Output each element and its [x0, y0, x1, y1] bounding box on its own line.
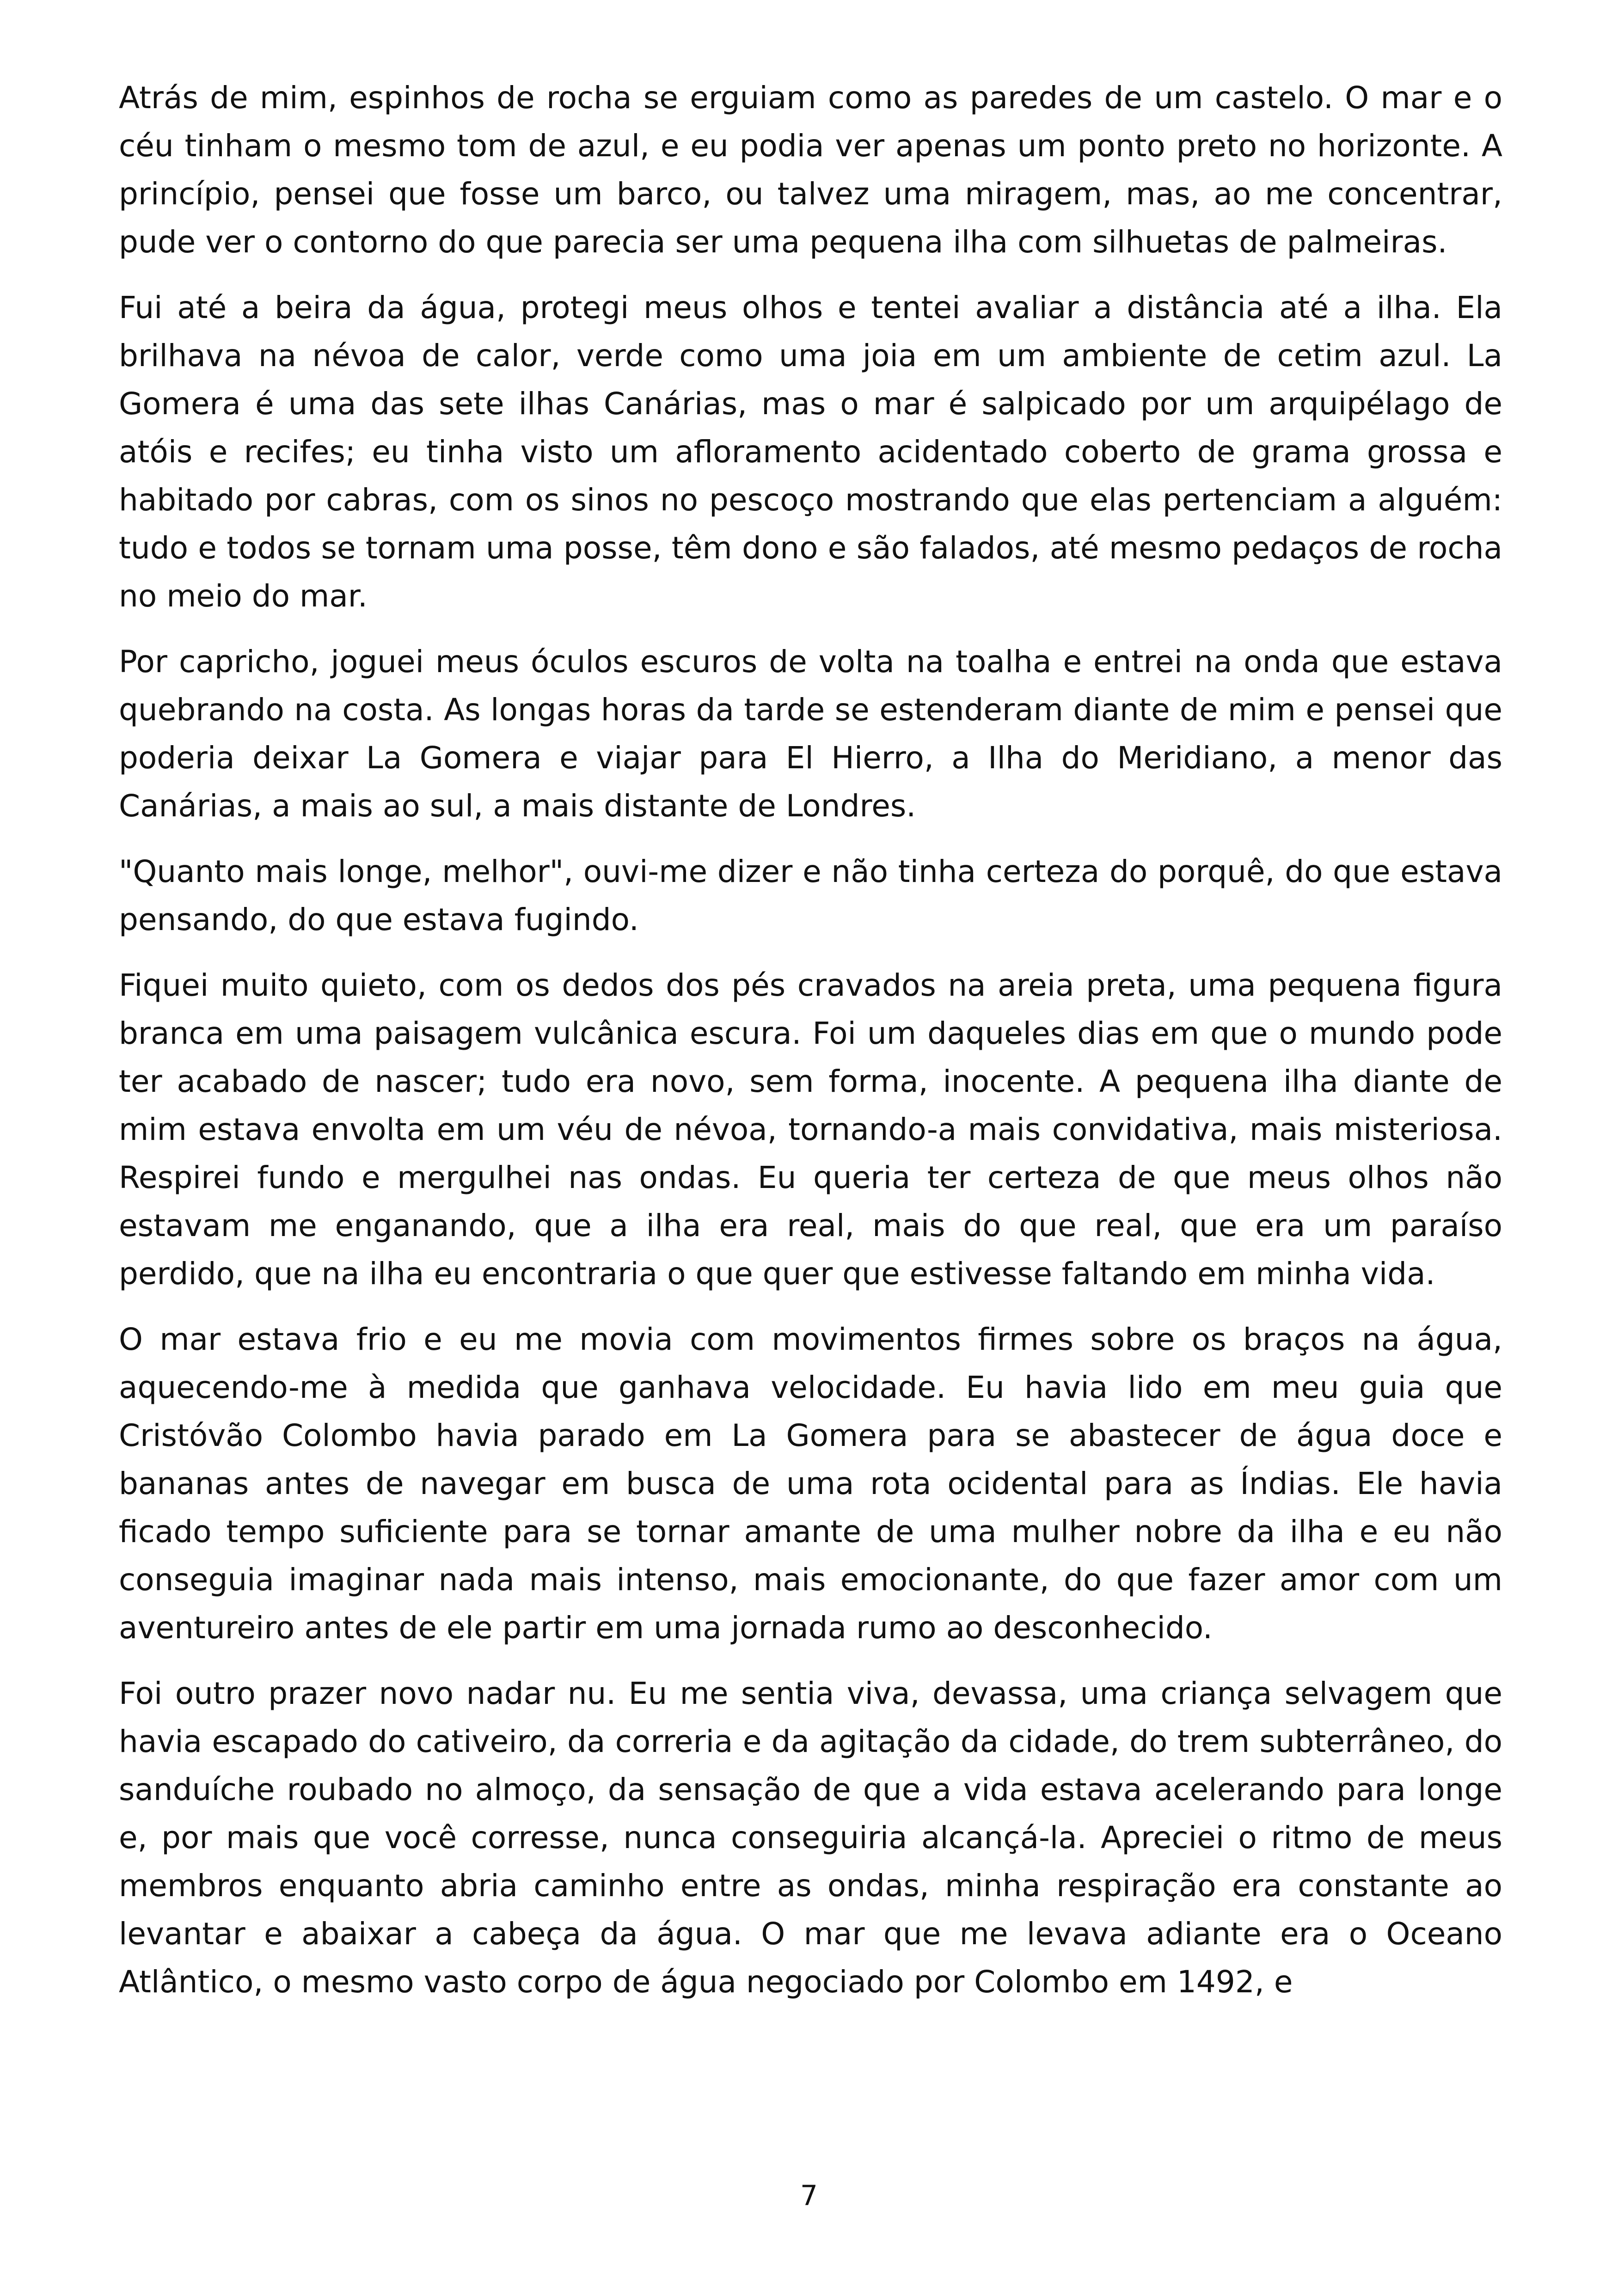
paragraph: Atrás de mim, espinhos de rocha se erguiam como as paredes de um castelo. O mar e o céu tinham o mesmo tom de azul, e eu podia ver apenas um ponto preto no horizonte. A princípio, pensei que fosse um barco, ou talvez uma miragem, mas, ao me concentrar, pude ver o contorno do que parecia ser uma pequena ilha com silhuetas de palmeiras. — [119, 80, 1502, 260]
paragraph: Fiquei muito quieto, com os dedos dos pés cravados na areia preta, uma pequena figura branca em uma paisagem vulcânica escura. Foi um daqueles dias em que o mundo pode ter acabado de nascer; tudo era novo, sem forma, inocente. A pequena ilha diante de mim estava envolta em um véu de névoa, tornando-a mais convidativa, mais misteriosa. Respirei fundo e mergulhei nas ondas. Eu queria ter certeza de que meus olhos não estavam me enganando, que a ilha era real, mais do que real, que era um paraíso perdido, que na ilha eu encontraria o que quer que estivesse faltando em minha vida. — [119, 967, 1502, 1292]
paragraph: Fui até a beira da água, protegi meus olhos e tentei avaliar a distância até a ilha. Ela brilhava na névoa de calor, verde como uma joia em um ambiente de cetim azul. La Gomera é uma das sete ilhas Canárias, mas o mar é salpicado por um arquipélago de atóis e recifes; eu tinha visto um afloramento acidentado coberto de grama grossa e habitado por cabras, com os sinos no pescoço mostrando que elas pertenciam a alguém: tudo e todos se tornam uma posse, têm dono e são falados, até mesmo pedaços de rocha no meio do mar. — [119, 290, 1502, 614]
body-text — [119, 74, 1502, 2024]
paragraph: Foi outro prazer novo nadar nu. Eu me sentia viva, devassa, uma criança selvagem que havia escapado do cativeiro, da correria e da agitação da cidade, do trem subterrâneo, do sanduíche roubado no almoço, da sensação de que a vida estava acelerando para longe e, por mais que você corresse, nunca conseguiria alcançá-la. Apreciei o ritmo de meus membros enquanto abria caminho entre as ondas, minha respiração era constante ao levantar e abaixar a cabeça da água. O mar que me levava adiante era o Oceano Atlântico, o mesmo vasto corpo de água negociado por Colombo em 1492, e — [119, 1676, 1502, 2000]
paragraph: O mar estava frio e eu me movia com movimentos firmes sobre os braços na água, aquecendo-me à medida que ganhava velocidade. Eu havia lido em meu guia que Cristóvão Colombo havia parado em La Gomera para se abastecer de água doce e bananas antes de navegar em busca de uma rota ocidental para as Índias. Ele havia ficado tempo suficiente para se tornar amante de uma mulher nobre da ilha e eu não conseguia imaginar nada mais intenso, mais emocionante, do que fazer amor com um aventureiro antes de ele partir em uma jornada rumo ao desconhecido. — [119, 1322, 1502, 1646]
page-number: 7 — [800, 2180, 818, 2212]
paragraph: "Quanto mais longe, melhor", ouvi-me dizer e não tinha certeza do porquê, do que estava pensando, do que estava fugindo. — [119, 854, 1502, 937]
paragraph: Por capricho, joguei meus óculos escuros de volta na toalha e entrei na onda que estava quebrando na costa. As longas horas da tarde se estenderam diante de mim e pensei que poderia deixar La Gomera e viajar para El Hierro, a Ilha do Meridiano, a menor das Canárias, a mais ao sul, a mais distante de Londres. — [119, 644, 1502, 824]
